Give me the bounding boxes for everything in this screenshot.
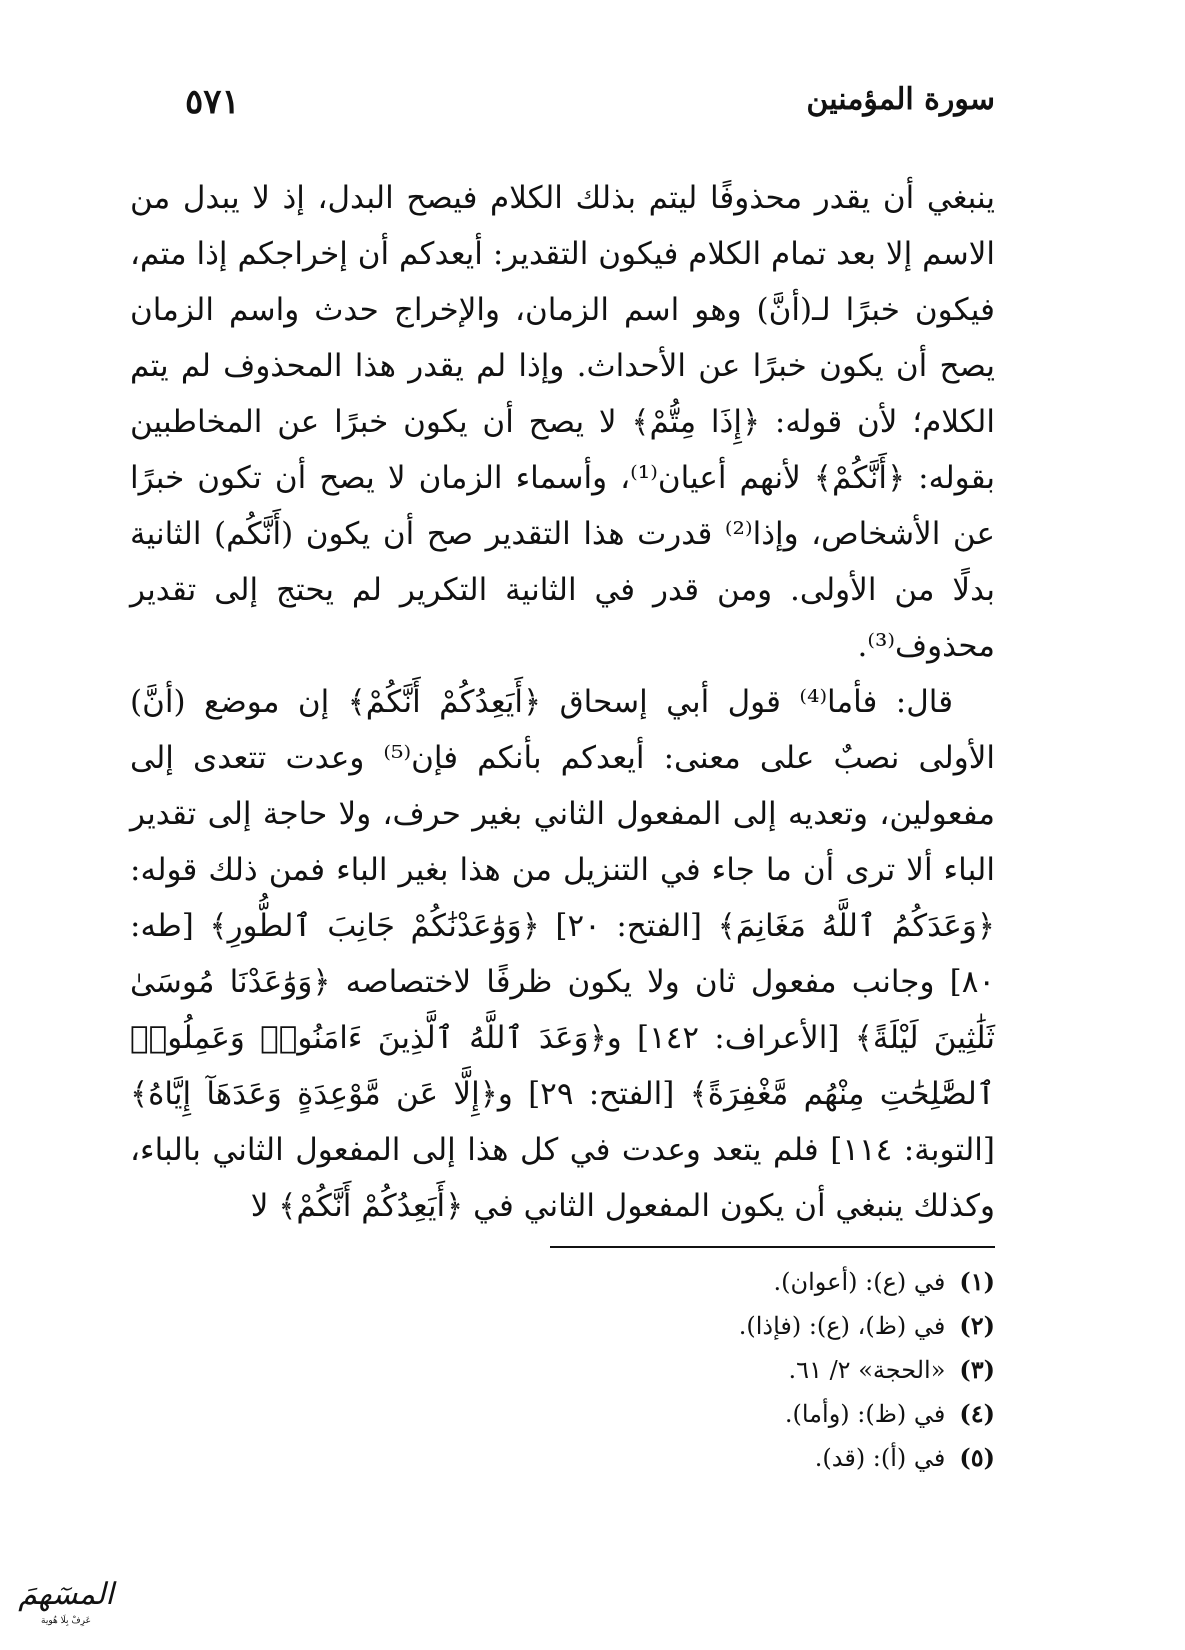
footnote bbox=[295, 1260, 995, 1304]
paragraph: قال: فأما⁽⁴⁾ قول أبي إسحاق ﴿أَيَعِدُكُمْ أَنَّكُمْ﴾ إن موضع (أنَّ) الأولى نصبٌ على معنى: أيعدكم بأنكم فإن⁽⁵⁾ وعدت تتعدى إلى مفعولين، وتعديه إلى المفعول الثاني بغير حرف، ولا حاجة إلى تقدير الباء ألا ترى أن ما جاء في التنزيل من هذا بغير الباء فمن ذلك قوله: ﴿وَعَدَكُمُ ٱللَّهُ مَغَانِمَ﴾ [الفتح: ٢٠] ﴿وَوَٰعَدْنَٰكُمْ جَانِبَ ٱلطُّورِ﴾ [طه: ٨٠] وجانب مفعول ثان ولا يكون ظرفًا لاختصاصه ﴿وَوَٰعَدْنَا مُوسَىٰ ثَلَٰثِينَ لَيْلَةً﴾ [الأعراف: ١٤٢] و﴿وَعَدَ ٱللَّهُ ٱلَّذِينَ ءَامَنُوا۟ وَعَمِلُوا۟ ٱلصَّٰلِحَٰتِ مِنْهُم مَّغْفِرَةً﴾ [الفتح: ٢٩] و﴿إِلَّا عَن مَّوْعِدَةٍ وَعَدَهَآ إِيَّاهُ﴾ [التوبة: ١١٤] فلم يتعد وعدت في كل هذا إلى المفعول الثاني بالباء، وكذلك ينبغي أن يكون المفعول الثاني في ﴿أَيَعِدُكُمْ أَنَّكُمْ﴾ لا bbox=[130, 684, 995, 1224]
footnote bbox=[295, 1436, 995, 1480]
footnote-text: في (ظ): (وأما). bbox=[784, 1400, 946, 1428]
footnote-text: في (ظ)، (ع): (فإذا). bbox=[738, 1312, 946, 1340]
footnote bbox=[295, 1392, 995, 1436]
footnote bbox=[295, 1348, 995, 1392]
footnote bbox=[295, 1304, 995, 1348]
stamp-logo-text: المسٓهمَ bbox=[18, 1577, 114, 1612]
footnote-number: (٥) bbox=[959, 1443, 995, 1472]
publisher-stamp bbox=[6, 1575, 126, 1645]
footnote-number: (٤) bbox=[959, 1399, 995, 1428]
footnote-number: (١) bbox=[959, 1267, 995, 1296]
footnotes bbox=[295, 1260, 995, 1480]
footnote-text: في (ع): (أعوان). bbox=[773, 1268, 946, 1296]
page-header bbox=[185, 82, 995, 132]
footnote-number: (٣) bbox=[959, 1355, 995, 1384]
main-text bbox=[130, 170, 995, 1234]
stamp-caption: عَرِفْ بِلَا هُوية bbox=[41, 1616, 91, 1626]
footnote-divider bbox=[550, 1246, 995, 1248]
paragraph: ينبغي أن يقدر محذوفًا ليتم بذلك الكلام فيصح البدل، إذ لا يبدل من الاسم إلا بعد تمام الكلام فيكون التقدير: أيعدكم أن إخراجكم إذا متم، فيكون خبرًا لـ(أنَّ) وهو اسم الزمان، والإخراج حدث واسم الزمان يصح أن يكون خبرًا عن الأحداث. وإذا لم يقدر هذا المحذوف لم يتم الكلام؛ لأن قوله: ﴿إِذَا مِتُّمْ﴾ لا يصح أن يكون خبرًا عن المخاطبين بقوله: ﴿أَنَّكُمْ﴾ لأنهم أعيان⁽¹⁾، وأسماء الزمان لا يصح أن تكون خبرًا عن الأشخاص، وإذا⁽²⁾ قدرت هذا التقدير صح أن يكون (أَنَّكُم) الثانية بدلًا من الأولى. ومن قدر في الثانية التكرير لم يحتج إلى تقدير محذوف⁽³⁾. bbox=[130, 180, 996, 664]
page-number: ٥٧١ bbox=[185, 82, 240, 122]
footnote-number: (٢) bbox=[959, 1311, 995, 1340]
surah-name: سورة المؤمنين bbox=[806, 82, 995, 117]
footnote-text: «الحجة» ٢/ ٦١. bbox=[788, 1356, 946, 1384]
footnote-text: في (أ): (قد). bbox=[814, 1444, 946, 1472]
